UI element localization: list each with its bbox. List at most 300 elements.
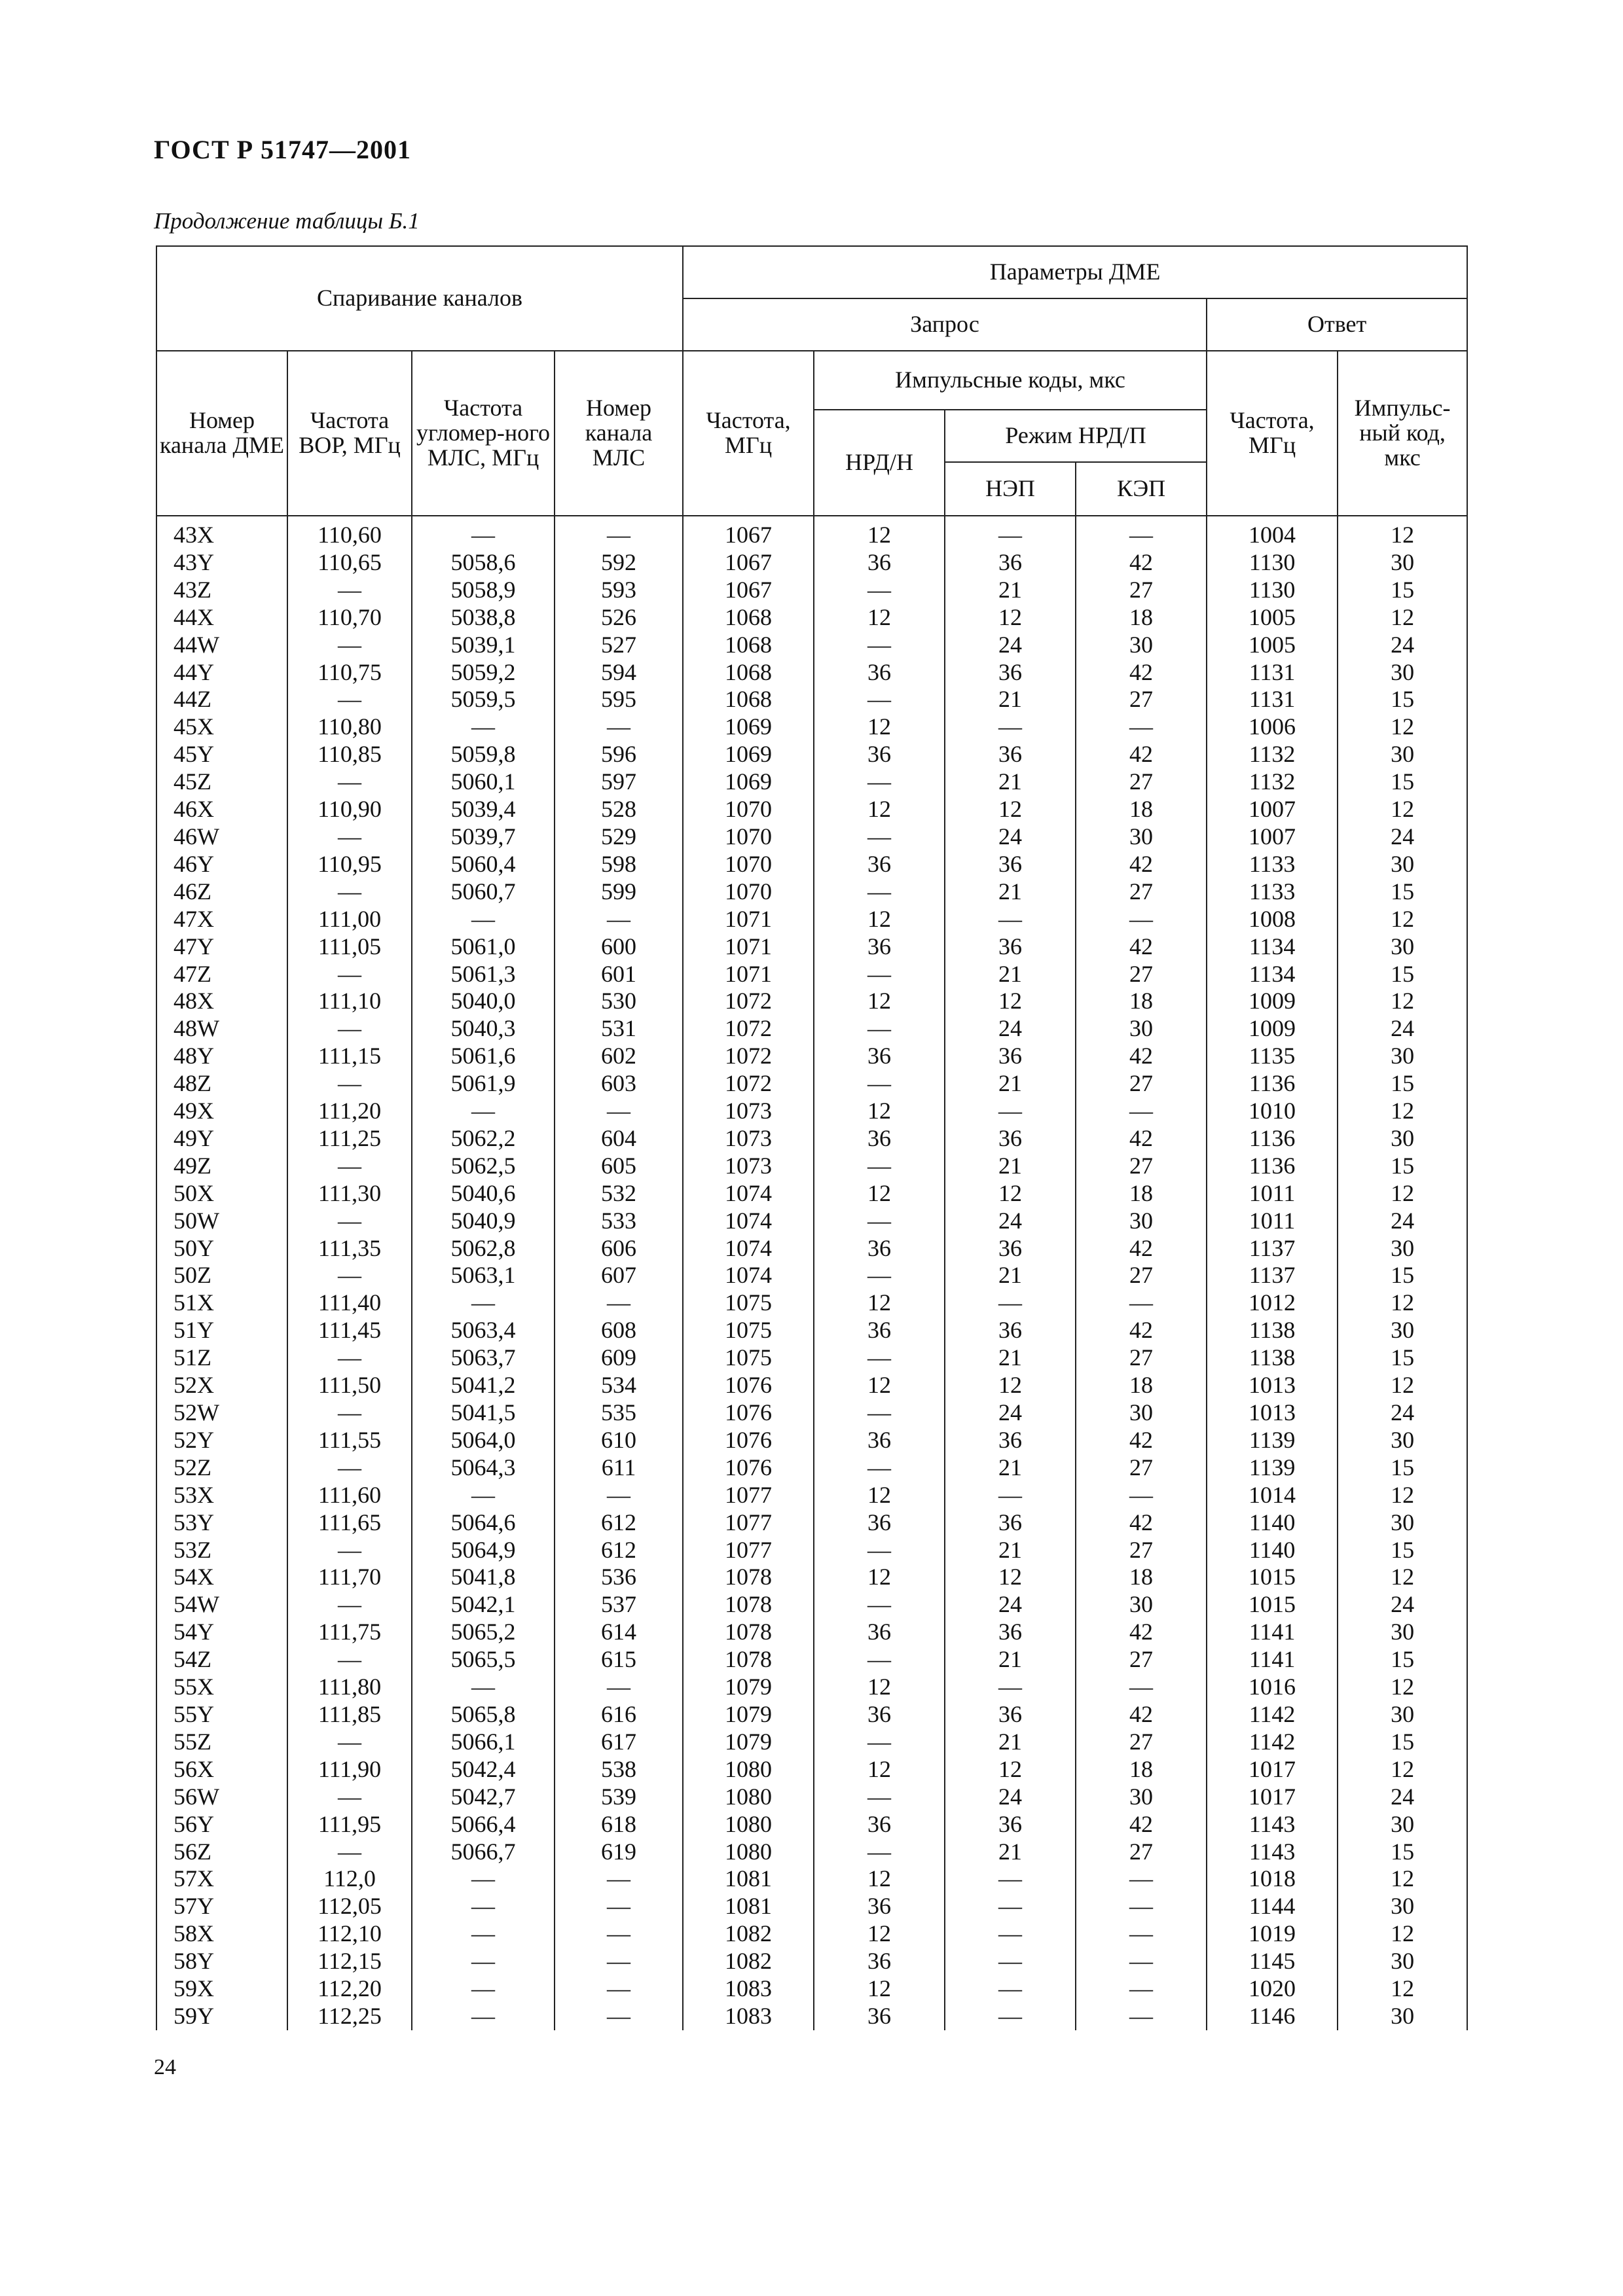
table-cell: — [555, 713, 683, 741]
table-cell: 12 [814, 1865, 945, 1893]
table-cell: 30 [1338, 741, 1467, 768]
table-cell: 1135 [1207, 1043, 1338, 1070]
table-cell: 112,0 [287, 1865, 412, 1893]
table-cell: 53Z [156, 1537, 287, 1564]
table-cell: 47Y [156, 933, 287, 961]
table-row [156, 1153, 1467, 1180]
table-cell: 112,05 [287, 1893, 412, 1920]
table-cell: 1143 [1207, 1811, 1338, 1839]
table-row [156, 1811, 1467, 1839]
table-cell: 5061,0 [412, 933, 555, 961]
table-cell: 1080 [683, 1839, 814, 1866]
table-cell: 59Y [156, 2003, 287, 2030]
table-cell: 536 [555, 1564, 683, 1591]
table-cell: 43Z [156, 577, 287, 604]
table-cell: 30 [1338, 659, 1467, 687]
table-cell: 12 [814, 1372, 945, 1399]
table-row [156, 1509, 1467, 1537]
table-cell: 12 [814, 604, 945, 632]
table-cell: — [287, 878, 412, 906]
table-cell: 1070 [683, 823, 814, 851]
table-cell: 537 [555, 1591, 683, 1619]
table-cell: 1082 [683, 1920, 814, 1948]
header-channel-pairing: Спаривание каналов [156, 246, 683, 351]
table-cell: — [287, 768, 412, 796]
table-body [156, 516, 1467, 2030]
table-cell: — [945, 1975, 1076, 2003]
table-cell: 1082 [683, 1948, 814, 1975]
table-cell: 42 [1076, 1811, 1207, 1839]
table-cell: 21 [945, 961, 1076, 988]
table-cell: 12 [945, 796, 1076, 823]
table-cell: 36 [814, 1427, 945, 1454]
page-number: 24 [154, 2055, 176, 2079]
table-cell: 110,90 [287, 796, 412, 823]
table-cell: 12 [814, 713, 945, 741]
table-cell: 1017 [1207, 1756, 1338, 1784]
table-cell: 5061,3 [412, 961, 555, 988]
table-cell: 24 [1338, 823, 1467, 851]
table-cell: 5063,7 [412, 1344, 555, 1372]
table-cell: 43Y [156, 549, 287, 577]
table-cell: 54X [156, 1564, 287, 1591]
table-cell: 42 [1076, 851, 1207, 878]
table-cell: 12 [814, 516, 945, 549]
table-cell: 27 [1076, 768, 1207, 796]
table-cell: 5064,9 [412, 1537, 555, 1564]
table-cell: — [412, 1920, 555, 1948]
table-cell: — [1076, 1948, 1207, 1975]
table-cell: 1010 [1207, 1098, 1338, 1125]
table-cell: 1068 [683, 659, 814, 687]
table-cell: 1074 [683, 1208, 814, 1235]
table-cell: 1146 [1207, 2003, 1338, 2030]
table-cell: 533 [555, 1208, 683, 1235]
table-cell: 1068 [683, 604, 814, 632]
table-cell: 5059,2 [412, 659, 555, 687]
table-cell: 526 [555, 604, 683, 632]
table-cell: 15 [1338, 1839, 1467, 1866]
table-cell: 27 [1076, 686, 1207, 713]
table-cell: — [412, 906, 555, 933]
table-cell: 1080 [683, 1784, 814, 1811]
table-cell: 27 [1076, 961, 1207, 988]
table-cell: 12 [814, 1180, 945, 1208]
table-cell: 21 [945, 686, 1076, 713]
table-cell: 605 [555, 1153, 683, 1180]
table-cell: 57Y [156, 1893, 287, 1920]
table-row [156, 1756, 1467, 1784]
header-nep: НЭП [945, 462, 1076, 516]
table-cell: 44W [156, 632, 287, 659]
table-cell: 592 [555, 549, 683, 577]
table-cell: 1069 [683, 768, 814, 796]
table-cell: 57X [156, 1865, 287, 1893]
table-cell: 21 [945, 1646, 1076, 1674]
table-cell: — [814, 1399, 945, 1427]
table-cell: 12 [945, 1180, 1076, 1208]
table-cell: — [287, 1784, 412, 1811]
table-row [156, 851, 1467, 878]
table-cell: 1071 [683, 906, 814, 933]
table-cell: — [555, 1975, 683, 2003]
table-cell: 594 [555, 659, 683, 687]
table-cell: 12 [1338, 1372, 1467, 1399]
table-cell: 1004 [1207, 516, 1338, 549]
table-cell: 609 [555, 1344, 683, 1372]
table-cell: — [287, 632, 412, 659]
table-cell: 15 [1338, 1153, 1467, 1180]
table-row [156, 961, 1467, 988]
table-cell: 531 [555, 1015, 683, 1043]
table-cell: 1139 [1207, 1427, 1338, 1454]
header-response-pulse-code: Импульс-ный код, мкс [1338, 351, 1467, 516]
table-cell: 617 [555, 1729, 683, 1756]
table-cell: 1006 [1207, 713, 1338, 741]
table-cell: 1075 [683, 1344, 814, 1372]
table-cell: — [1076, 1289, 1207, 1317]
table-cell: 1083 [683, 2003, 814, 2030]
table-cell: — [945, 906, 1076, 933]
table-cell: 48Z [156, 1070, 287, 1098]
table-cell: 111,30 [287, 1180, 412, 1208]
table-cell: 112,25 [287, 2003, 412, 2030]
table-row [156, 768, 1467, 796]
table-cell: — [814, 686, 945, 713]
document-title: ГОСТ Р 51747—2001 [154, 135, 412, 164]
table-cell: 12 [814, 1975, 945, 2003]
table-row [156, 549, 1467, 577]
table-cell: 1134 [1207, 933, 1338, 961]
table-cell: — [287, 1070, 412, 1098]
table-cell: 47X [156, 906, 287, 933]
table-cell: 36 [945, 1509, 1076, 1537]
table-cell: 12 [1338, 988, 1467, 1015]
table-cell: — [412, 1948, 555, 1975]
table-cell: 607 [555, 1262, 683, 1289]
table-cell: 36 [945, 549, 1076, 577]
table-cell: 1071 [683, 933, 814, 961]
table-cell: — [1076, 1893, 1207, 1920]
table-cell: 30 [1338, 1811, 1467, 1839]
table-cell: 27 [1076, 1070, 1207, 1098]
table-cell: 602 [555, 1043, 683, 1070]
table-cell: 12 [1338, 1180, 1467, 1208]
table-row [156, 604, 1467, 632]
table-row [156, 1893, 1467, 1920]
table-cell: — [555, 1674, 683, 1701]
table-cell: 12 [814, 1564, 945, 1591]
table-cell: 1079 [683, 1701, 814, 1729]
table-cell: 30 [1076, 1015, 1207, 1043]
table-cell: — [814, 1537, 945, 1564]
table-cell: 50X [156, 1180, 287, 1208]
table-cell: 1074 [683, 1262, 814, 1289]
table-cell: 30 [1338, 851, 1467, 878]
table-cell: — [1076, 1975, 1207, 2003]
table-cell: 30 [1338, 1701, 1467, 1729]
table-cell: 593 [555, 577, 683, 604]
table-cell: — [287, 1537, 412, 1564]
table-cell: — [412, 516, 555, 549]
table-cell: 36 [814, 1948, 945, 1975]
table-row [156, 1674, 1467, 1701]
table-row [156, 1235, 1467, 1263]
table-cell: 21 [945, 768, 1076, 796]
table-cell: 619 [555, 1839, 683, 1866]
table-cell: 1011 [1207, 1208, 1338, 1235]
table-row [156, 1015, 1467, 1043]
table-cell: 36 [814, 1701, 945, 1729]
table-cell: 111,20 [287, 1098, 412, 1125]
header-nrd-n: НРД/Н [814, 410, 945, 516]
table-cell: 42 [1076, 1701, 1207, 1729]
table-cell: 612 [555, 1537, 683, 1564]
table-cell: — [287, 961, 412, 988]
table-row [156, 1098, 1467, 1125]
table-cell: 111,90 [287, 1756, 412, 1784]
table-cell: 30 [1338, 1619, 1467, 1646]
table-row [156, 1317, 1467, 1344]
table-cell: 36 [945, 1701, 1076, 1729]
table-cell: 46W [156, 823, 287, 851]
table-cell: — [287, 1591, 412, 1619]
table-cell: 1007 [1207, 796, 1338, 823]
table-cell: 42 [1076, 1235, 1207, 1263]
table-cell: 24 [945, 632, 1076, 659]
table-cell: 1068 [683, 686, 814, 713]
table-cell: 21 [945, 1262, 1076, 1289]
table-cell: 1132 [1207, 768, 1338, 796]
table-cell: 30 [1338, 933, 1467, 961]
table-cell: — [287, 1729, 412, 1756]
table-cell: 5042,1 [412, 1591, 555, 1619]
table-cell: 36 [814, 933, 945, 961]
table-cell: 5039,4 [412, 796, 555, 823]
table-cell: 110,75 [287, 659, 412, 687]
table-cell: 12 [1338, 1564, 1467, 1591]
table-cell: 111,40 [287, 1289, 412, 1317]
table-cell: 18 [1076, 604, 1207, 632]
table-cell: 1142 [1207, 1729, 1338, 1756]
table-cell: 42 [1076, 741, 1207, 768]
table-cell: 54Z [156, 1646, 287, 1674]
table-cell: 45Y [156, 741, 287, 768]
table-cell: — [814, 1454, 945, 1482]
table-row [156, 659, 1467, 687]
table-row [156, 823, 1467, 851]
table-cell: 36 [814, 1317, 945, 1344]
table-cell: 12 [1338, 1674, 1467, 1701]
header-mls-channel: Номер канала МЛС [555, 351, 683, 516]
table-cell: 1074 [683, 1180, 814, 1208]
table-cell: 530 [555, 988, 683, 1015]
table-cell: 1067 [683, 549, 814, 577]
table-cell: 1143 [1207, 1839, 1338, 1866]
table-cell: — [287, 1153, 412, 1180]
table-cell: 53Y [156, 1509, 287, 1537]
table-cell: 1009 [1207, 988, 1338, 1015]
table-cell: 56Z [156, 1839, 287, 1866]
table-cell: 18 [1076, 1756, 1207, 1784]
table-cell: 12 [945, 1372, 1076, 1399]
table-cell: 5065,5 [412, 1646, 555, 1674]
table-cell: 12 [945, 604, 1076, 632]
table-cell: 46Y [156, 851, 287, 878]
table-cell: 599 [555, 878, 683, 906]
table-cell: 612 [555, 1509, 683, 1537]
table-cell: 21 [945, 1454, 1076, 1482]
table-cell: 5042,4 [412, 1756, 555, 1784]
table-cell: — [814, 1262, 945, 1289]
table-cell: 36 [945, 1619, 1076, 1646]
table-cell: — [814, 632, 945, 659]
table-cell: 1078 [683, 1646, 814, 1674]
table-cell: 15 [1338, 1344, 1467, 1372]
table-cell: 1072 [683, 1043, 814, 1070]
table-cell: 5058,6 [412, 549, 555, 577]
table-cell: 111,25 [287, 1125, 412, 1153]
table-cell: — [412, 1674, 555, 1701]
table-cell: 1130 [1207, 577, 1338, 604]
header-kep: КЭП [1076, 462, 1207, 516]
table-cell: 5040,0 [412, 988, 555, 1015]
table-cell: 1069 [683, 741, 814, 768]
table-cell: 5063,1 [412, 1262, 555, 1289]
table-cell: 52Z [156, 1454, 287, 1482]
table-cell: 111,45 [287, 1317, 412, 1344]
table-cell: — [555, 1893, 683, 1920]
table-cell: 24 [1338, 632, 1467, 659]
table-cell: — [814, 577, 945, 604]
table-cell: 111,55 [287, 1427, 412, 1454]
table-cell: 111,00 [287, 906, 412, 933]
table-row [156, 1729, 1467, 1756]
table-cell: 1070 [683, 878, 814, 906]
table-cell: 36 [814, 1893, 945, 1920]
table-cell: 1145 [1207, 1948, 1338, 1975]
table-cell: 44Z [156, 686, 287, 713]
table-cell: 24 [1338, 1784, 1467, 1811]
table-row [156, 1784, 1467, 1811]
table-cell: 50W [156, 1208, 287, 1235]
table-cell: — [814, 1784, 945, 1811]
table-cell: 18 [1076, 1180, 1207, 1208]
table-cell: 1070 [683, 796, 814, 823]
table-cell: — [412, 1289, 555, 1317]
table-cell: 1011 [1207, 1180, 1338, 1208]
table-cell: 49Y [156, 1125, 287, 1153]
table-cell: 24 [945, 1015, 1076, 1043]
table-cell: 112,15 [287, 1948, 412, 1975]
table-cell: 15 [1338, 961, 1467, 988]
table-cell: 1137 [1207, 1235, 1338, 1263]
table-cell: 110,80 [287, 713, 412, 741]
table-cell: 36 [814, 1043, 945, 1070]
table-cell: — [814, 1344, 945, 1372]
table-cell: — [945, 1865, 1076, 1893]
table-cell: 12 [945, 1756, 1076, 1784]
table-cell: 15 [1338, 1454, 1467, 1482]
table-row [156, 577, 1467, 604]
table-cell: 45X [156, 713, 287, 741]
table-cell: 1067 [683, 577, 814, 604]
table-cell: 21 [945, 1344, 1076, 1372]
table-cell: 610 [555, 1427, 683, 1454]
table-row [156, 1948, 1467, 1975]
table-cell: — [945, 1893, 1076, 1920]
table-cell: 50Z [156, 1262, 287, 1289]
table-row [156, 1344, 1467, 1372]
table-cell: 15 [1338, 1070, 1467, 1098]
table-cell: 1075 [683, 1317, 814, 1344]
table-cell: 1076 [683, 1454, 814, 1482]
table-cell: 5066,1 [412, 1729, 555, 1756]
header-dme-channel: Номер канала ДМЕ [156, 351, 287, 516]
table-cell: — [1076, 1674, 1207, 1701]
table-cell: 1069 [683, 713, 814, 741]
table-cell: 51X [156, 1289, 287, 1317]
table-cell: 112,10 [287, 1920, 412, 1948]
table-cell: 27 [1076, 1729, 1207, 1756]
table-cell: — [287, 686, 412, 713]
table-cell: 30 [1338, 2003, 1467, 2030]
table-cell: 18 [1076, 988, 1207, 1015]
table-row [156, 906, 1467, 933]
table-cell: 1133 [1207, 878, 1338, 906]
table-cell: 36 [814, 549, 945, 577]
table-cell: 1136 [1207, 1125, 1338, 1153]
table-cell: 1083 [683, 1975, 814, 2003]
table-row [156, 933, 1467, 961]
table-cell: — [945, 1098, 1076, 1125]
table-cell: 111,95 [287, 1811, 412, 1839]
table-cell: 36 [945, 741, 1076, 768]
table-cell: 30 [1338, 1509, 1467, 1537]
table-cell: 1079 [683, 1674, 814, 1701]
table-row [156, 1125, 1467, 1153]
table-cell: 1068 [683, 632, 814, 659]
table-cell: 1077 [683, 1537, 814, 1564]
table-cell: 30 [1338, 1125, 1467, 1153]
table-cell: — [287, 1399, 412, 1427]
table-cell: 1005 [1207, 604, 1338, 632]
table-row [156, 1701, 1467, 1729]
table-cell: 42 [1076, 659, 1207, 687]
table-cell: 36 [945, 1811, 1076, 1839]
table-cell: — [1076, 2003, 1207, 2030]
table-row [156, 1591, 1467, 1619]
table-cell: 1073 [683, 1153, 814, 1180]
table-cell: — [814, 1646, 945, 1674]
table-cell: 15 [1338, 1262, 1467, 1289]
table-cell: 1070 [683, 851, 814, 878]
table-cell: 54Y [156, 1619, 287, 1646]
table-cell: 21 [945, 878, 1076, 906]
table-cell: 534 [555, 1372, 683, 1399]
table-cell: 5064,3 [412, 1454, 555, 1482]
table-cell: — [945, 713, 1076, 741]
table-cell: 36 [945, 933, 1076, 961]
table-cell: 527 [555, 632, 683, 659]
table-cell: 48Y [156, 1043, 287, 1070]
table-cell: 42 [1076, 549, 1207, 577]
table-cell: 5039,7 [412, 823, 555, 851]
table-cell: 36 [814, 1235, 945, 1263]
table-cell: 603 [555, 1070, 683, 1098]
table-cell: 12 [814, 1756, 945, 1784]
table-cell: 27 [1076, 878, 1207, 906]
